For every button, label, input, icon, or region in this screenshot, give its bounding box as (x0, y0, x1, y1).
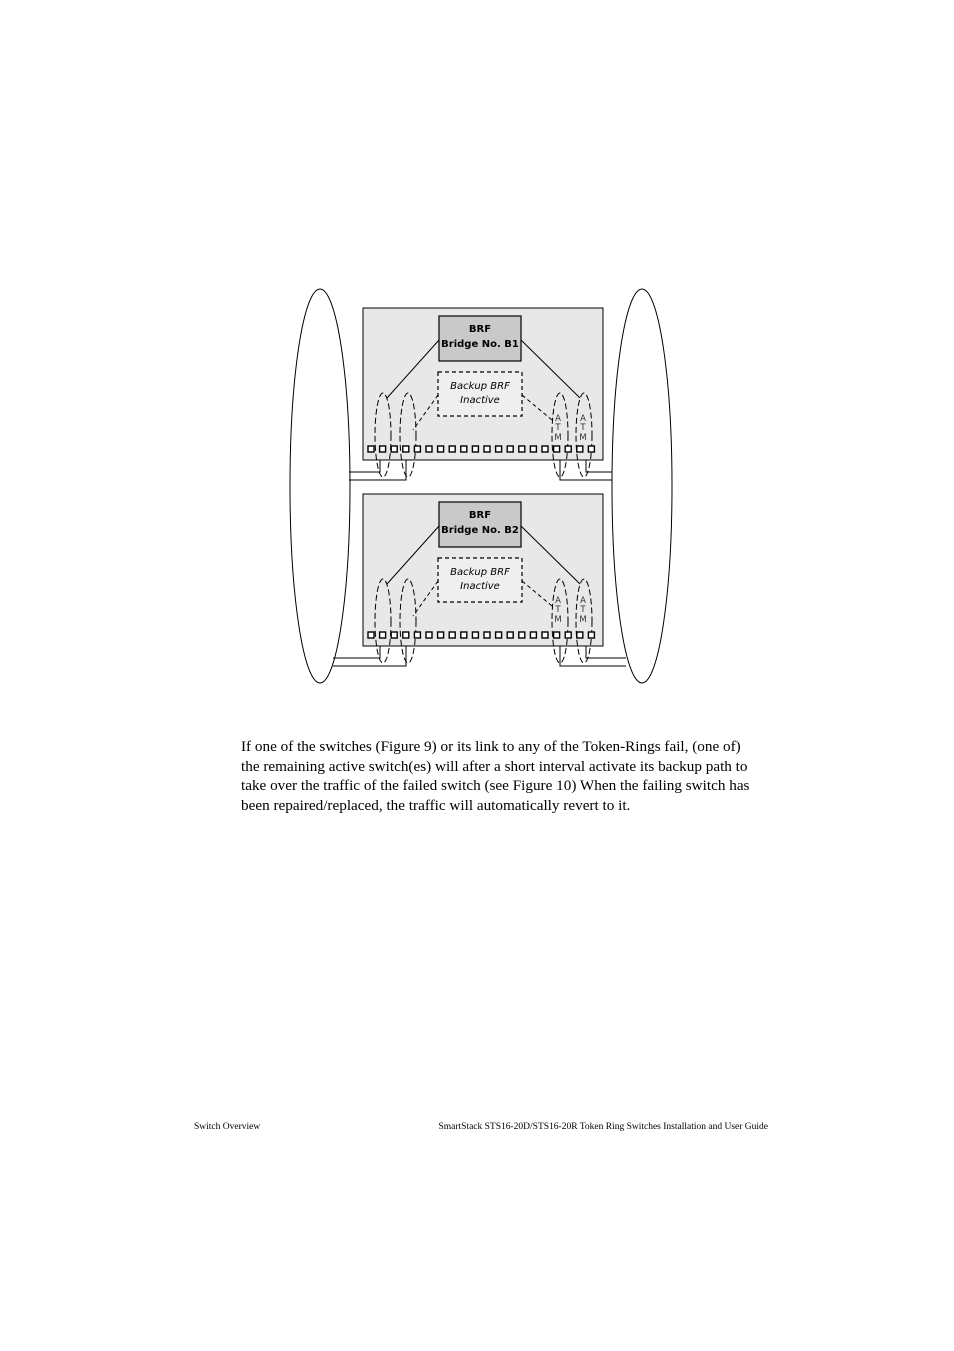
port (449, 632, 455, 638)
port (519, 446, 525, 452)
footer-document-title: SmartStack STS16-20D/STS16-20R Token Ring Switches Installation and User Guide (438, 1122, 768, 1132)
port (472, 632, 478, 638)
port (461, 632, 467, 638)
port (530, 632, 536, 638)
ring-link (560, 646, 626, 666)
atm-label-1 (554, 414, 561, 443)
svg-text:A: A (580, 596, 586, 606)
port (565, 446, 571, 452)
svg-text:A: A (580, 414, 586, 424)
port (380, 446, 386, 452)
switch-unit-1 (349, 308, 612, 480)
port (484, 446, 490, 452)
svg-text:A: A (555, 596, 561, 606)
port (484, 632, 490, 638)
port (368, 632, 374, 638)
ring-link (333, 646, 380, 658)
atm-label-1 (554, 596, 561, 625)
footer-section-title: Switch Overview (194, 1122, 261, 1132)
backup-label: Backup BRF (450, 567, 510, 578)
port (461, 446, 467, 452)
port (577, 446, 583, 452)
token-ring-left (290, 289, 350, 683)
svg-text:T: T (555, 605, 561, 615)
body-line: been repaired/replaced, the traffic will automatically revert to it. (241, 796, 631, 814)
ring-link (333, 646, 406, 666)
port (426, 446, 432, 452)
backup-brf-box (438, 558, 522, 602)
backup-label: Backup BRF (450, 381, 510, 392)
port (507, 632, 513, 638)
atm-label-2 (579, 414, 586, 443)
port (438, 632, 444, 638)
backup-status: Inactive (460, 395, 500, 406)
backup-status: Inactive (460, 581, 500, 592)
svg-text:M: M (579, 433, 587, 443)
port (565, 632, 571, 638)
port (554, 446, 560, 452)
port (542, 632, 548, 638)
port (391, 632, 397, 638)
body-line: If one of the switches (Figure 9) or its link to any of the Token-Rings fail, (one of) (241, 738, 741, 755)
ring-link (586, 646, 626, 658)
brf-title: BRF (468, 510, 492, 521)
port (472, 446, 478, 452)
port (588, 446, 594, 452)
token-ring-right (612, 289, 672, 683)
port (554, 632, 560, 638)
body-line: the remaining active switch(es) will after a short interval activate its backup path to (241, 757, 748, 775)
port (496, 632, 502, 638)
port (519, 632, 525, 638)
port (507, 446, 513, 452)
port (391, 446, 397, 452)
port (403, 446, 409, 452)
body-paragraph (241, 737, 771, 815)
port (588, 632, 594, 638)
port (449, 446, 455, 452)
port (438, 446, 444, 452)
body-line: take over the traffic of the failed switch (see Figure 10) When the failing switch has (241, 777, 750, 794)
svg-text:T: T (580, 605, 586, 615)
svg-text:M: M (579, 615, 587, 625)
svg-text:M: M (554, 615, 562, 625)
switch-unit-2 (333, 494, 626, 666)
bridge-label: Bridge No. B1 (441, 339, 519, 350)
svg-text:A: A (555, 414, 561, 424)
bridge-label: Bridge No. B2 (441, 525, 519, 536)
svg-text:T: T (555, 423, 561, 433)
brf-title: BRF (468, 324, 492, 335)
svg-text:T: T (580, 423, 586, 433)
port (530, 446, 536, 452)
port (414, 632, 420, 638)
port (368, 446, 374, 452)
port (380, 632, 386, 638)
port (577, 632, 583, 638)
port (403, 632, 409, 638)
ring-link (349, 460, 380, 472)
port (496, 446, 502, 452)
svg-text:M: M (554, 433, 562, 443)
atm-label-2 (579, 596, 586, 625)
port (426, 632, 432, 638)
backup-brf-box (438, 372, 522, 416)
port (414, 446, 420, 452)
port (542, 446, 548, 452)
